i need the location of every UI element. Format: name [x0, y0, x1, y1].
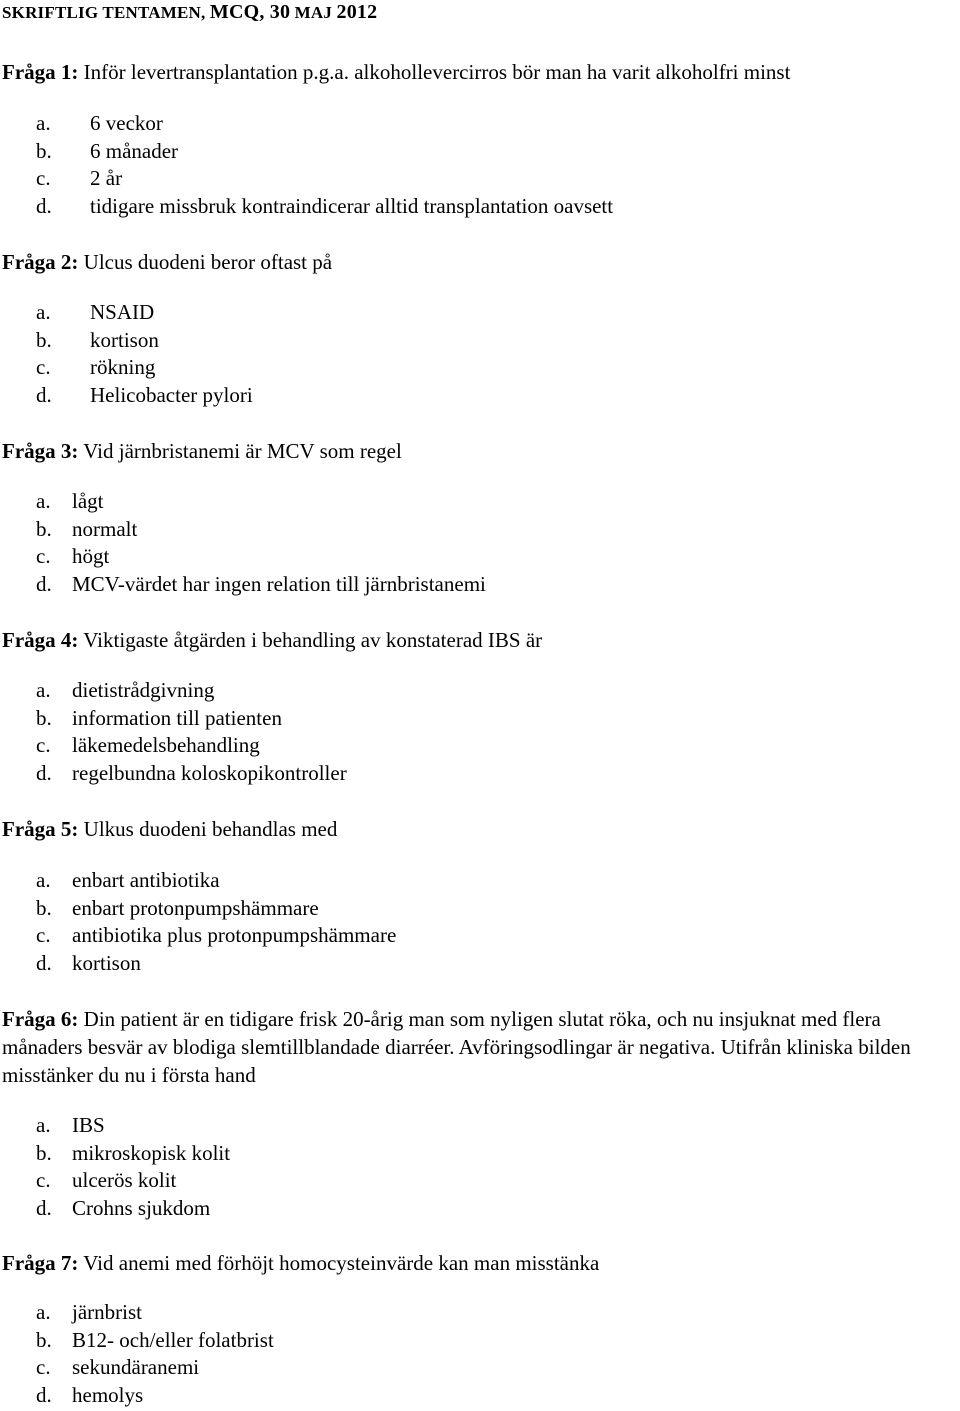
option-letter: b. [36, 895, 52, 920]
option-text: kortison [72, 950, 141, 975]
option-letter: c. [36, 923, 51, 948]
option-text: dietistrådgivning [72, 678, 215, 702]
option-text: sekundäranemi [72, 1355, 200, 1380]
option-text: högt [72, 544, 110, 569]
question-2-heading [2, 250, 332, 274]
option-text: MCV-värdet har ingen relation till järnbristanemi [72, 571, 486, 596]
option-letter: d. [36, 571, 52, 596]
question-label: Fråga 1: [2, 60, 79, 84]
option-letter: d. [36, 193, 52, 218]
option-letter: a. [36, 678, 51, 702]
question-text: Ulkus duodeni behandlas med [83, 817, 338, 841]
option-text: enbart protonpumpshämmare [72, 895, 319, 920]
option-letter: c. [36, 355, 51, 380]
option-text: 6 veckor [90, 111, 163, 135]
option-text: Crohns sjukdom [72, 1195, 211, 1220]
option-letter: b. [36, 327, 52, 352]
question-label: Fråga 5: [2, 817, 79, 841]
option-letter: b. [36, 138, 52, 163]
option-letter: d. [36, 1195, 52, 1220]
question-text: Inför levertransplantation p.g.a. alkohollevercirros bör man ha varit alkoholfri minst [83, 60, 791, 84]
question-6-heading [2, 1005, 958, 1089]
option-text: regelbundna koloskopikontroller [72, 760, 347, 785]
question-label: Fråga 3: [2, 439, 79, 463]
option-letter: c. [36, 733, 51, 758]
question-1-heading [2, 60, 790, 84]
option-letter: c. [36, 1355, 51, 1380]
question-text: Viktigaste åtgärden i behandling av konstaterad IBS är [83, 628, 543, 652]
option-letter: a. [36, 489, 51, 513]
option-letter: d. [36, 760, 52, 785]
option-letter: a. [36, 300, 51, 324]
option-text: IBS [72, 1113, 105, 1137]
question-label: Fråga 4: [2, 628, 79, 652]
question-5-heading [2, 817, 337, 841]
question-text: Ulcus duodeni beror oftast på [83, 250, 333, 274]
option-letter: a. [36, 1113, 51, 1137]
option-text: rökning [90, 355, 156, 380]
question-label: Fråga 6: [2, 1007, 79, 1031]
option-text: normalt [72, 516, 138, 541]
option-letter: c. [36, 166, 51, 191]
option-text: kortison [90, 327, 159, 352]
option-letter: d. [36, 382, 52, 407]
option-text: Helicobacter pylori [90, 382, 253, 407]
page-title [2, 0, 377, 25]
option-text: lågt [72, 489, 104, 513]
option-text: hemolys [72, 1382, 144, 1407]
option-text: läkemedelsbehandling [72, 733, 260, 758]
question-4-heading [2, 628, 542, 652]
question-text: Vid anemi med förhöjt homocysteinvärde kan man misstänka [83, 1251, 600, 1275]
question-7-heading [2, 1251, 599, 1275]
option-letter: a. [36, 1300, 51, 1324]
option-letter: d. [36, 950, 52, 975]
question-text: Din patient är en tidigare frisk 20-årig man som nyligen slutat röka, och nu insjuknat med flera månaders besvär av blodiga slemtillblandade diarréer. Avföringsodlingar är negativa. Utifrån kliniska bilden misstänker du nu i första hand [2, 1007, 911, 1087]
option-text: 2 år [90, 166, 123, 191]
option-letter: b. [36, 1140, 52, 1165]
option-text: ulcerös kolit [72, 1168, 177, 1193]
question-text: Vid järnbristanemi är MCV som regel [83, 439, 402, 463]
option-letter: b. [36, 516, 52, 541]
title-text: MAJ [290, 3, 337, 22]
option-text: B12- och/eller folatbrist [72, 1327, 274, 1352]
option-letter: c. [36, 1168, 51, 1193]
option-text: mikroskopisk kolit [72, 1140, 231, 1165]
option-letter: a. [36, 868, 51, 892]
question-3-heading [2, 439, 402, 463]
option-letter: b. [36, 1327, 52, 1352]
option-text: 6 månader [90, 138, 179, 163]
option-text: järnbrist [72, 1300, 142, 1324]
option-text: enbart antibiotika [72, 868, 220, 892]
title-text: SKRIFTLIG TENTAMEN, [2, 3, 210, 22]
option-letter: c. [36, 544, 51, 569]
title-text: 2012 [336, 1, 378, 23]
title-text: MCQ, 30 [209, 1, 291, 23]
question-label: Fråga 2: [2, 250, 79, 274]
question-label: Fråga 7: [2, 1251, 79, 1275]
option-letter: d. [36, 1382, 52, 1407]
option-text: tidigare missbruk kontraindicerar alltid transplantation oavsett [90, 193, 614, 218]
option-letter: a. [36, 111, 51, 135]
option-text: information till patienten [72, 705, 282, 730]
option-letter: b. [36, 705, 52, 730]
option-text: antibiotika plus protonpumpshämmare [72, 923, 397, 948]
option-text: NSAID [90, 300, 155, 324]
